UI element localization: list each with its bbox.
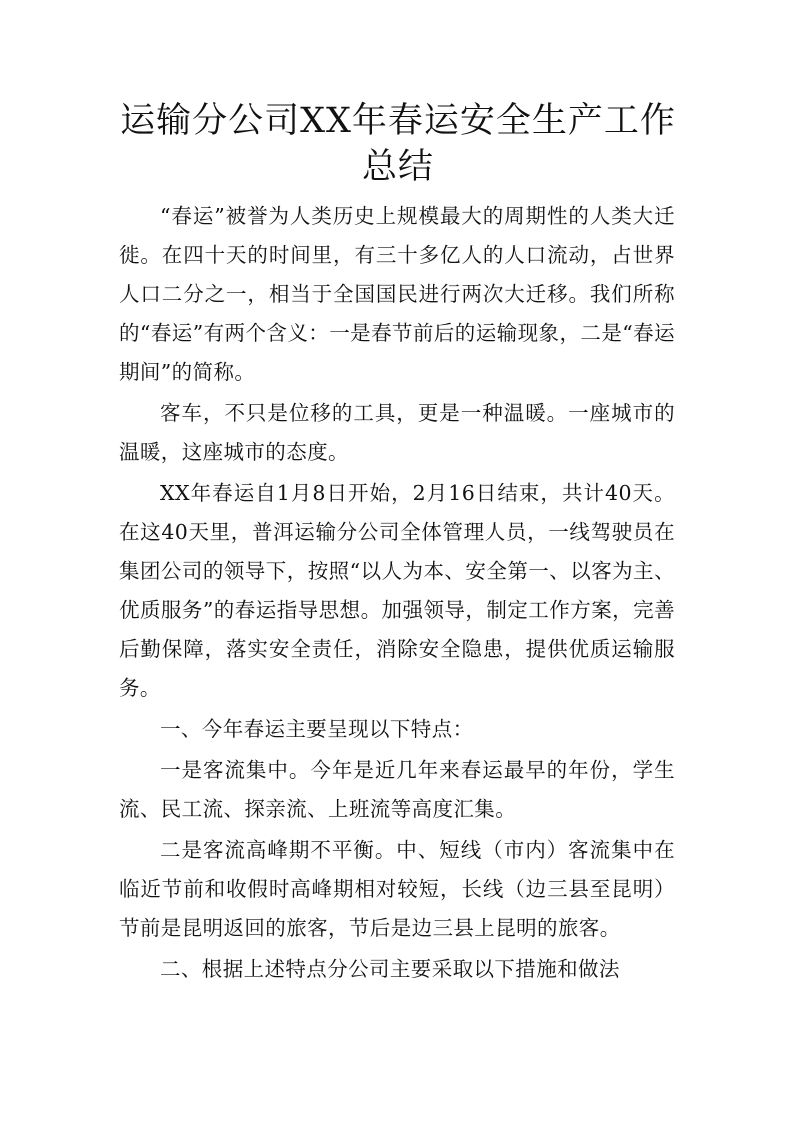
paragraph-feature-one: 一是客流集中。今年是近几年来春运最早的年份，学生流、民工流、探亲流、上班流等高度汇集。 xyxy=(119,758,675,821)
paragraph-chunyun-overview: XX年春运自1月8日开始，2月16日结束，共计40天。在这40天里，普洱运输分公司全体管理人员，一线驾驶员在集团公司的领导下，按照“以人为本、安全第一、以客为主、优质服务”的春运指导思想。加强领导，制定工作方案，完善后勤保障，落实安全责任，消除安全隐患，提供优质运输服务。 xyxy=(119,481,675,700)
paragraph-chunyun-definition: “春运”被誉为人类历史上规模最大的周期性的人类大迁徙。在四十天的时间里，有三十多亿人的人口流动，占世界人口二分之一，相当于全国国民进行两次大迁移。我们所称的“春运”有两个含义：一是春节前后的运输现象，二是“春运期间”的简称。 xyxy=(119,204,675,384)
paragraph-feature-two: 二是客流高峰期不平衡。中、短线（市内）客流集中在临近节前和收假时高峰期相对较短，长线（边三县至昆明）节前是昆明返回的旅客，节后是边三县上昆明的旅客。 xyxy=(119,838,675,940)
section-heading-features: 一、今年春运主要呈现以下特点： xyxy=(160,717,474,741)
section-heading-measures: 二、根据上述特点分公司主要采取以下措施和做法 xyxy=(160,957,620,981)
document-title: 运输分公司XX年春运安全生产工作总结 xyxy=(120,101,676,187)
document-body xyxy=(119,197,675,991)
paragraph-bus-warmth: 客车，不只是位移的工具，更是一种温暖。一座城市的温暖，这座城市的态度。 xyxy=(119,401,675,464)
